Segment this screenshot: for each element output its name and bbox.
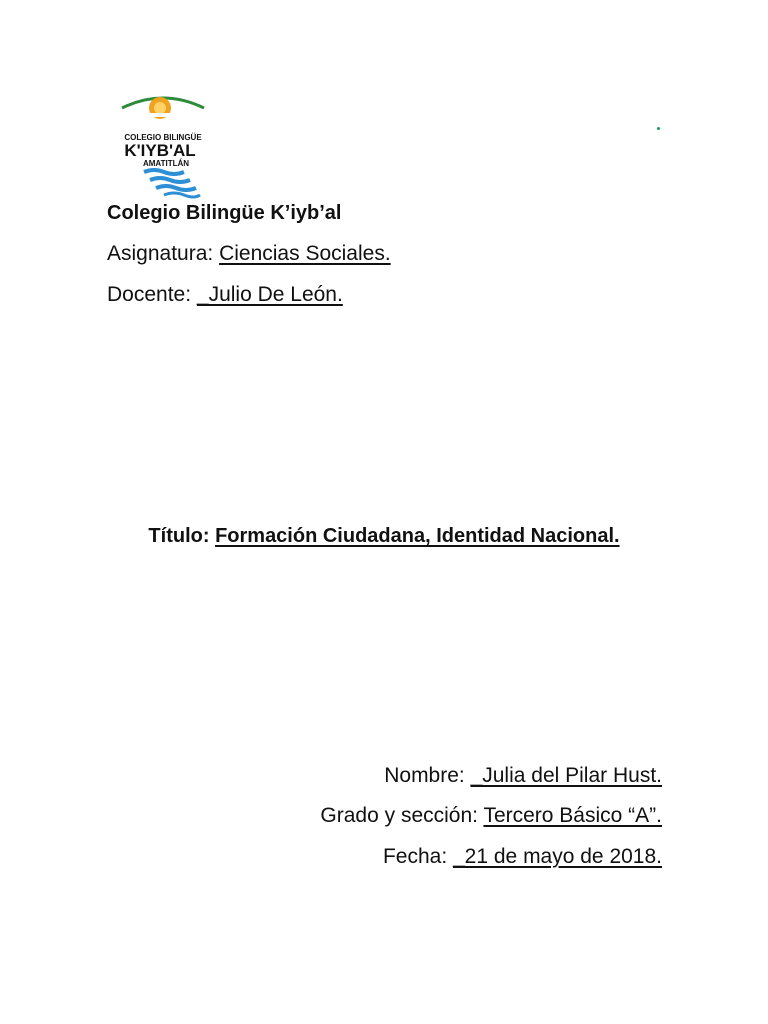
grade-line	[320, 805, 662, 826]
date-label: Fecha:	[382, 845, 453, 868]
document-title	[0, 526, 768, 546]
subject-label: Asignatura:	[107, 242, 220, 265]
date-value: _21 de mayo de 2018.	[453, 845, 662, 868]
grade-value: Tercero Básico “A”.	[483, 804, 662, 827]
logo-wave-shape-4	[164, 193, 200, 197]
title-label: Título:	[148, 525, 216, 547]
logo-text-line3: AMATITLÁN	[142, 159, 190, 168]
teacher-line	[107, 284, 343, 305]
logo-sun-core-shape	[154, 102, 166, 114]
stray-dot	[657, 127, 660, 130]
student-name-line	[384, 765, 662, 786]
subject-line	[107, 243, 391, 264]
subject-value: Ciencias Sociales.	[219, 242, 391, 265]
grade-label: Grado y sección:	[320, 804, 484, 827]
school-logo	[108, 90, 218, 202]
teacher-value: _Julio De León.	[196, 283, 343, 306]
title-value: Formación Ciudadana, Identidad Nacional.	[215, 525, 620, 547]
school-name: Colegio Bilingüe K’iyb’al	[107, 202, 342, 224]
logo-wave-shape-2	[150, 178, 190, 182]
name-value: _Julia del Pilar Hust.	[470, 764, 662, 787]
logo-text-line1: COLEGIO BILINGÜE	[124, 133, 202, 142]
logo-text-line2: K'IYB'AL	[124, 141, 196, 160]
date-line	[383, 846, 662, 867]
logo-wave-shape-1	[144, 170, 184, 174]
kiybal-logo-graphic	[108, 90, 218, 202]
logo-wave-shape-3	[156, 186, 196, 190]
teacher-label: Docente:	[107, 283, 197, 306]
name-label: Nombre:	[384, 764, 471, 787]
logo-horizon-shape	[138, 113, 184, 117]
